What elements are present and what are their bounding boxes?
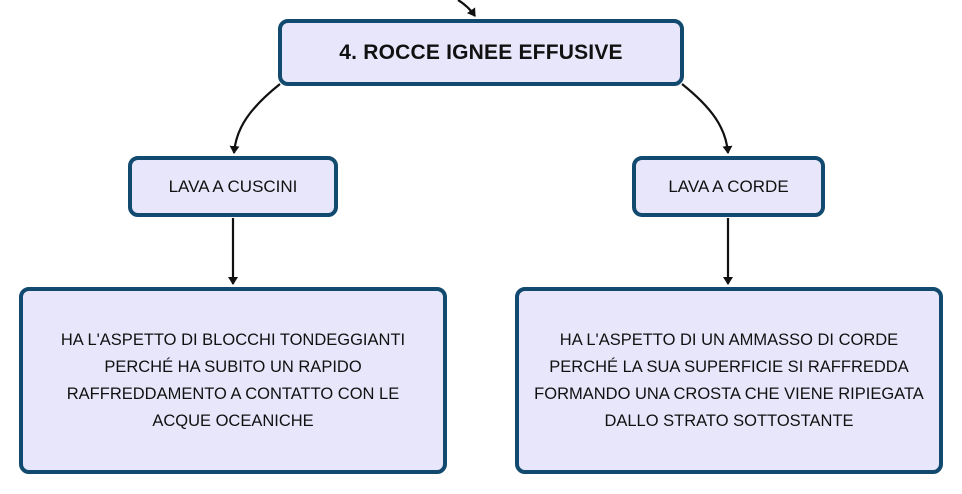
node-lava-a-cuscini	[128, 156, 338, 217]
node-lava-a-corde-label: LAVA A CORDE	[668, 176, 789, 196]
connector-root-to-lava-a-cuscini	[234, 84, 280, 153]
root-node	[278, 19, 684, 86]
description-lava-a-cuscini	[19, 287, 447, 474]
description-lava-a-cuscini-text: HA L'ASPETTO DI BLOCCHI TONDEGGIANTI PERCHÉ HA SUBITO UN RAPIDO RAFFREDDAMENTO A CONTATTO CON LE ACQUE OCEANICHE	[60, 330, 406, 430]
connector-root-to-lava-a-corde	[682, 84, 728, 153]
node-lava-a-corde	[632, 156, 825, 217]
description-lava-a-corde	[515, 287, 943, 474]
incoming-connector	[458, 0, 475, 16]
node-lava-a-cuscini-label: LAVA A CUSCINI	[168, 176, 298, 196]
description-lava-a-corde-text: HA L'ASPETTO DI UN AMMASSO DI CORDE PERCHÉ LA SUA SUPERFICIE SI RAFFREDDA FORMANDO UNA CROSTA CHE VIENE RIPIEGATA DALLO STRATO SOTTOSTANTE	[534, 330, 924, 430]
root-node-label: 4. ROCCE IGNEE EFFUSIVE	[339, 40, 623, 64]
